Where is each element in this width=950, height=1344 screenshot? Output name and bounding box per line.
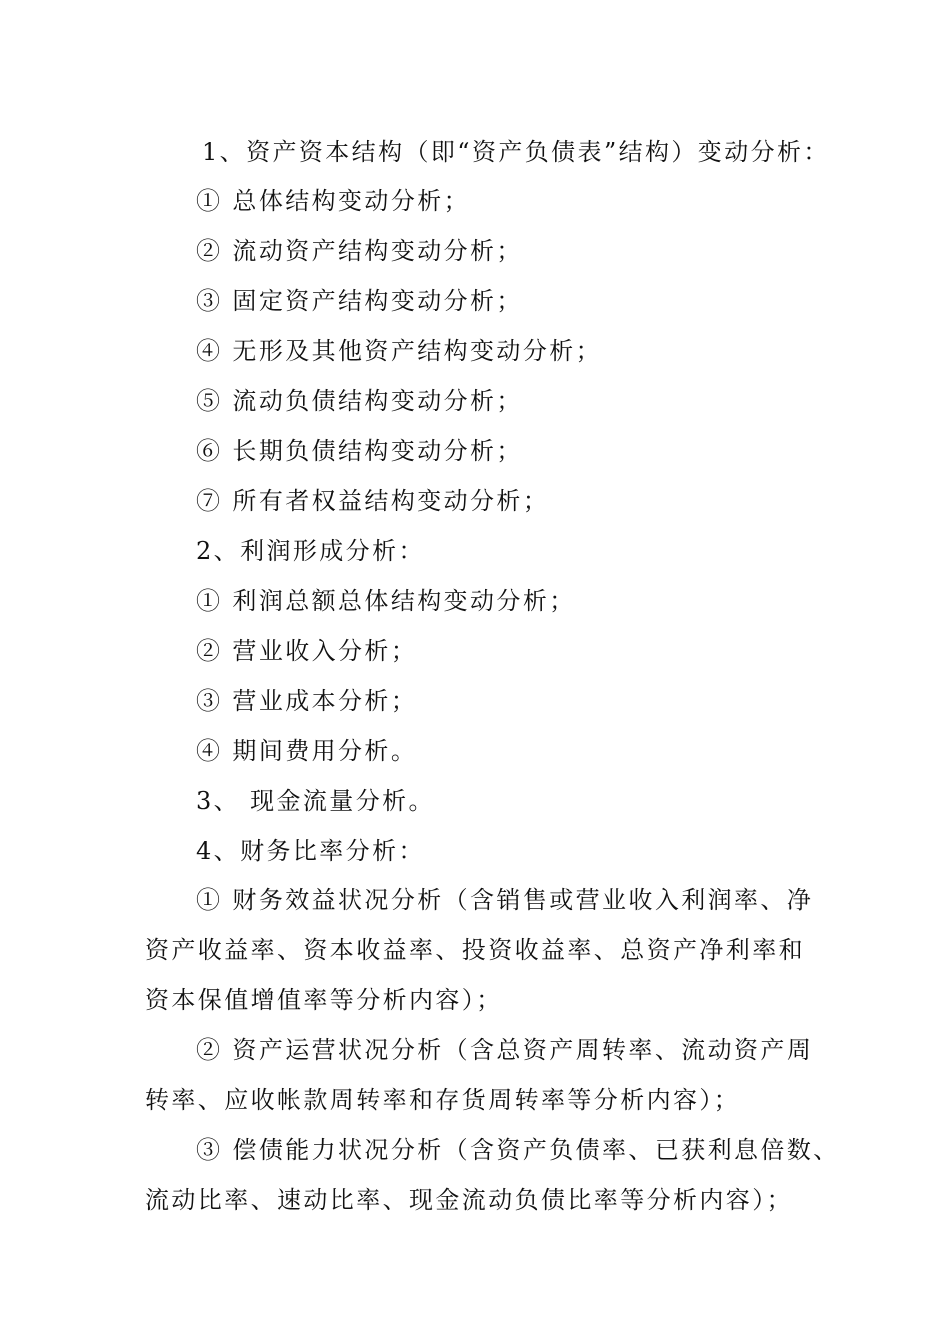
paragraph-line: 资产收益率、资本收益率、投资收益率、总资产净利率和 xyxy=(145,936,805,964)
list-item: ④ 无形及其他资产结构变动分析； xyxy=(196,337,603,365)
list-item: ① 总体结构变动分析； xyxy=(196,187,471,215)
paragraph-line: ① 财务效益状况分析（含销售或营业收入利润率、净 xyxy=(196,886,814,914)
paragraph-line: 资本保值增值率等分析内容）； xyxy=(145,986,503,1014)
paragraph-line: 转率、应收帐款周转率和存货周转率等分析内容）； xyxy=(145,1086,741,1114)
list-item: ③ 营业成本分析； xyxy=(196,687,418,715)
section-2-heading: 2、利润形成分析： xyxy=(196,537,425,565)
section-3-heading: 3、 现金流量分析。 xyxy=(196,787,435,815)
list-item: ⑦ 所有者权益结构变动分析； xyxy=(196,487,550,515)
list-item: ⑥ 长期负债结构变动分析； xyxy=(196,437,523,465)
list-item: ② 流动资产结构变动分析； xyxy=(196,237,523,265)
section-4-heading: 4、财务比率分析： xyxy=(196,837,425,865)
list-item: ① 利润总额总体结构变动分析； xyxy=(196,587,576,615)
section-1-heading: 1、资产资本结构（即“资产负债表”结构）变动分析： xyxy=(202,138,830,166)
list-item: ⑤ 流动负债结构变动分析； xyxy=(196,387,523,415)
paragraph-line: 流动比率、速动比率、现金流动负债比率等分析内容）； xyxy=(145,1186,793,1214)
list-item: ④ 期间费用分析。 xyxy=(196,737,418,765)
paragraph-line: ② 资产运营状况分析（含总资产周转率、流动资产周 xyxy=(196,1036,814,1064)
list-item: ② 营业收入分析； xyxy=(196,637,418,665)
paragraph-line: ③ 偿债能力状况分析（含资产负债率、已获利息倍数、 xyxy=(196,1136,840,1164)
list-item: ③ 固定资产结构变动分析； xyxy=(196,287,523,315)
